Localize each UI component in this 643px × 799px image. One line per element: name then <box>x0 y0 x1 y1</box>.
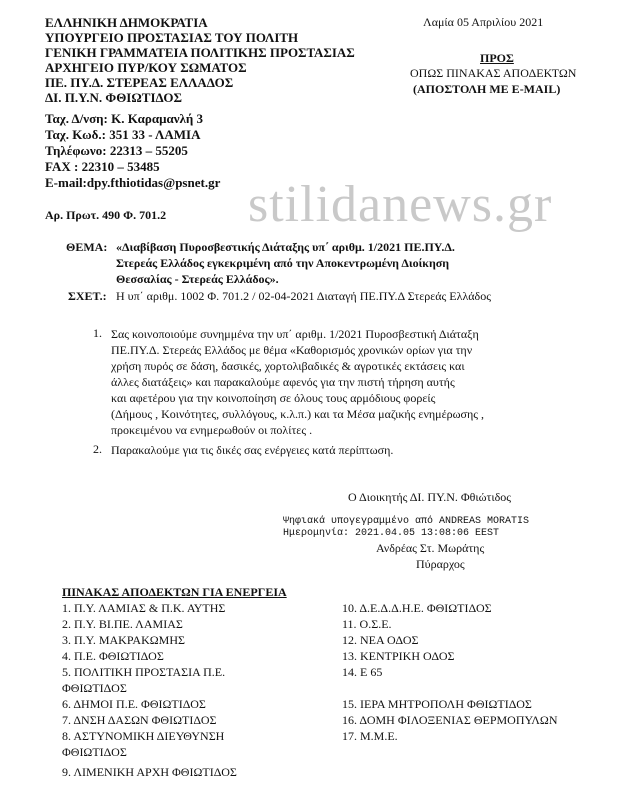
digital-signature-date: Ημερομηνία: 2021.04.05 13:08:06 EEST <box>283 528 500 539</box>
to-recipients: ΟΠΩΣ ΠΙΝΑΚΑΣ ΑΠΟΔΕΚΤΩΝ <box>410 66 577 80</box>
list-item: 12. ΝΕΑ ΟΔΟΣ <box>342 633 419 647</box>
to-label: ΠΡΟΣ <box>480 51 514 65</box>
list-item: 11. Ο.Σ.Ε. <box>342 617 392 631</box>
paragraph-number: 2. <box>93 442 102 456</box>
paragraph-line: άλλες διατάξεις» και παρακαλούμε αφενός για την πιστή τήρηση αυτής <box>111 375 455 389</box>
list-item: ΦΘΙΩΤΙΔΟΣ <box>62 745 127 759</box>
list-item: 7. ΔΝΣΗ ΔΑΣΩΝ ΦΘΙΩΤΙΔΟΣ <box>62 713 217 727</box>
header-line: ΠΕ. ΠΥ.Δ. ΣΤΕΡΕΑΣ ΕΛΛΑΔΟΣ <box>45 75 234 90</box>
recipients-right-list <box>342 600 558 744</box>
authority-header <box>45 15 355 105</box>
signatory-name: Ανδρέας Στ. Μωράτης <box>376 541 485 555</box>
list-item: 9. ΛΙΜΕΝΙΚΗ ΑΡΧΗ ΦΘΙΩΤΙΔΟΣ <box>62 765 237 779</box>
header-line: ΓΕΝΙΚΗ ΓΡΑΜΜΑΤΕΙΑ ΠΟΛΙΤΙΚΗΣ ΠΡΟΣΤΑΣΙΑΣ <box>45 45 355 60</box>
recipients-title: ΠΙΝΑΚΑΣ ΑΠΟΔΕΚΤΩΝ ΓΙΑ ΕΝΕΡΓΕΙΑ <box>62 585 287 599</box>
list-item: 6. ΔΗΜΟΙ Π.Ε. ΦΘΙΩΤΙΔΟΣ <box>62 697 206 711</box>
related-label: ΣΧΕΤ.: <box>68 289 107 303</box>
list-item: 10. Δ.Ε.Δ.Δ.Η.Ε. ΦΘΙΩΤΙΔΟΣ <box>342 601 492 615</box>
digital-signature: Ψηφιακά υπογεγραμμένο από ANDREAS MORATIS <box>283 516 530 527</box>
paragraph-line: Παρακαλούμε για τις δικές σας ενέργειες κατά περίπτωση. <box>111 443 394 457</box>
subject-label: ΘΕΜΑ: <box>66 240 108 254</box>
list-item: 8. ΑΣΤΥΝΟΜΙΚΗ ΔΙΕΥΘΥΝΣΗ <box>62 729 225 743</box>
paragraph-line: Σας κοινοποιούμε συνημμένα την υπ΄ αριθμ. 1/2021 Πυροσβεστική Διάταξη <box>111 327 479 341</box>
subject-line: Θεσσαλίας - Στερεάς Ελλάδος». <box>116 272 279 286</box>
signatory-rank: Πύραρχος <box>416 557 465 571</box>
postal-code: Ταχ. Κωδ.: 351 33 - ΛΑΜΙΑ <box>45 127 201 142</box>
subject-line: «Διαβίβαση Πυροσβεστικής Διάταξης υπ΄ αριθμ. 1/2021 ΠΕ.ΠΥ.Δ. <box>116 240 455 254</box>
to-method: (ΑΠΟΣΤΟΛΗ ΜΕ E-MAIL) <box>413 82 561 96</box>
list-item: 4. Π.Ε. ΦΘΙΩΤΙΔΟΣ <box>62 649 164 663</box>
paragraph-line: (Δήμους , Κοινότητες, συλλόγους, κ.λ.π.) και τα Μέσα μαζικής ενημέρωσης , <box>111 407 485 421</box>
list-item: 1. Π.Υ. ΛΑΜΙΑΣ & Π.Κ. ΑΥΤΗΣ <box>62 601 226 615</box>
paragraph-line: και αφετέρου για την κοινοποίηση σε όλους τους αρμόδιους φορείς <box>111 391 436 405</box>
list-item: 16. ΔΟΜΗ ΦΙΛΟΞΕΝΙΑΣ ΘΕΡΜΟΠΥΛΩΝ <box>342 713 558 727</box>
address: Ταχ. Δ/νση: Κ. Καραμανλή 3 <box>45 111 204 126</box>
list-item: 3. Π.Υ. ΜΑΚΡΑΚΩΜΗΣ <box>62 633 185 647</box>
paragraph-line: προκειμένου να ενημερωθούν οι πολίτες . <box>111 423 313 437</box>
signature-title: Ο Διοικητής ΔΙ. ΠΥ.Ν. Φθιώτιδος <box>348 490 512 504</box>
list-item: 2. Π.Υ. ΒΙ.ΠΕ. ΛΑΜΙΑΣ <box>62 617 183 631</box>
list-item: 15. ΙΕΡΑ ΜΗΤΡΟΠΟΛΗ ΦΘΙΩΤΙΔΟΣ <box>342 697 532 711</box>
subject-line: Στερεάς Ελλάδος εγκεκριμένη από την Αποκεντρωμένη Διοίκηση <box>116 256 450 270</box>
paragraph-1 <box>111 326 611 438</box>
related-text: Η υπ΄ αριθμ. 1002 Φ. 701.2 / 02-04-2021 Διαταγή ΠΕ.ΠΥ.Δ Στερεάς Ελλάδος <box>116 289 491 303</box>
list-item: ΦΘΙΩΤΙΔΟΣ <box>62 681 127 695</box>
paragraph-line: χρήση πυρός σε δάση, δασικές, χορτολιβαδικές & αγροτικές εκτάσεις και <box>111 359 465 373</box>
email: E-mail:dpy.fthiotidas@psnet.gr <box>45 175 221 190</box>
header-line: ΥΠΟΥΡΓΕΙΟ ΠΡΟΣΤΑΣΙΑΣ ΤΟΥ ΠΟΛΙΤΗ <box>45 30 299 45</box>
header-line: ΑΡΧΗΓΕΙΟ ΠΥΡ/ΚΟΥ ΣΩΜΑΤΟΣ <box>45 60 247 75</box>
paragraph-2 <box>111 442 611 458</box>
protocol-number: Αρ. Πρωτ. 490 Φ. 701.2 <box>45 208 167 222</box>
recipients-left-list <box>62 600 237 780</box>
list-item: 17. Μ.Μ.Ε. <box>342 729 398 743</box>
paragraph-line: ΠΕ.ΠΥ.Δ. Στερεάς Ελλάδος με θέμα «Καθορισμός χρονικών ορίων για την <box>111 343 473 357</box>
document-date: Λαμία 05 Απριλίου 2021 <box>423 15 544 29</box>
list-item: 13. ΚΕΝΤΡΙΚΗ ΟΔΟΣ <box>342 649 455 663</box>
contact-block <box>45 111 220 191</box>
list-item: 5. ΠΟΛΙΤΙΚΗ ΠΡΟΣΤΑΣΙΑ Π.Ε. <box>62 665 226 679</box>
phone: Τηλέφωνο: 22313 – 55205 <box>45 143 188 158</box>
watermark: stilidanews.gr <box>248 176 553 233</box>
header-line: ΕΛΛΗΝΙΚΗ ΔΗΜΟΚΡΑΤΙΑ <box>45 15 208 30</box>
paragraph-number: 1. <box>93 326 102 340</box>
header-line: ΔΙ. Π.Υ.Ν. ΦΘΙΩΤΙΔΟΣ <box>45 90 182 105</box>
list-item: 14. Ε 65 <box>342 665 383 679</box>
fax: FAX : 22310 – 53485 <box>45 159 160 174</box>
